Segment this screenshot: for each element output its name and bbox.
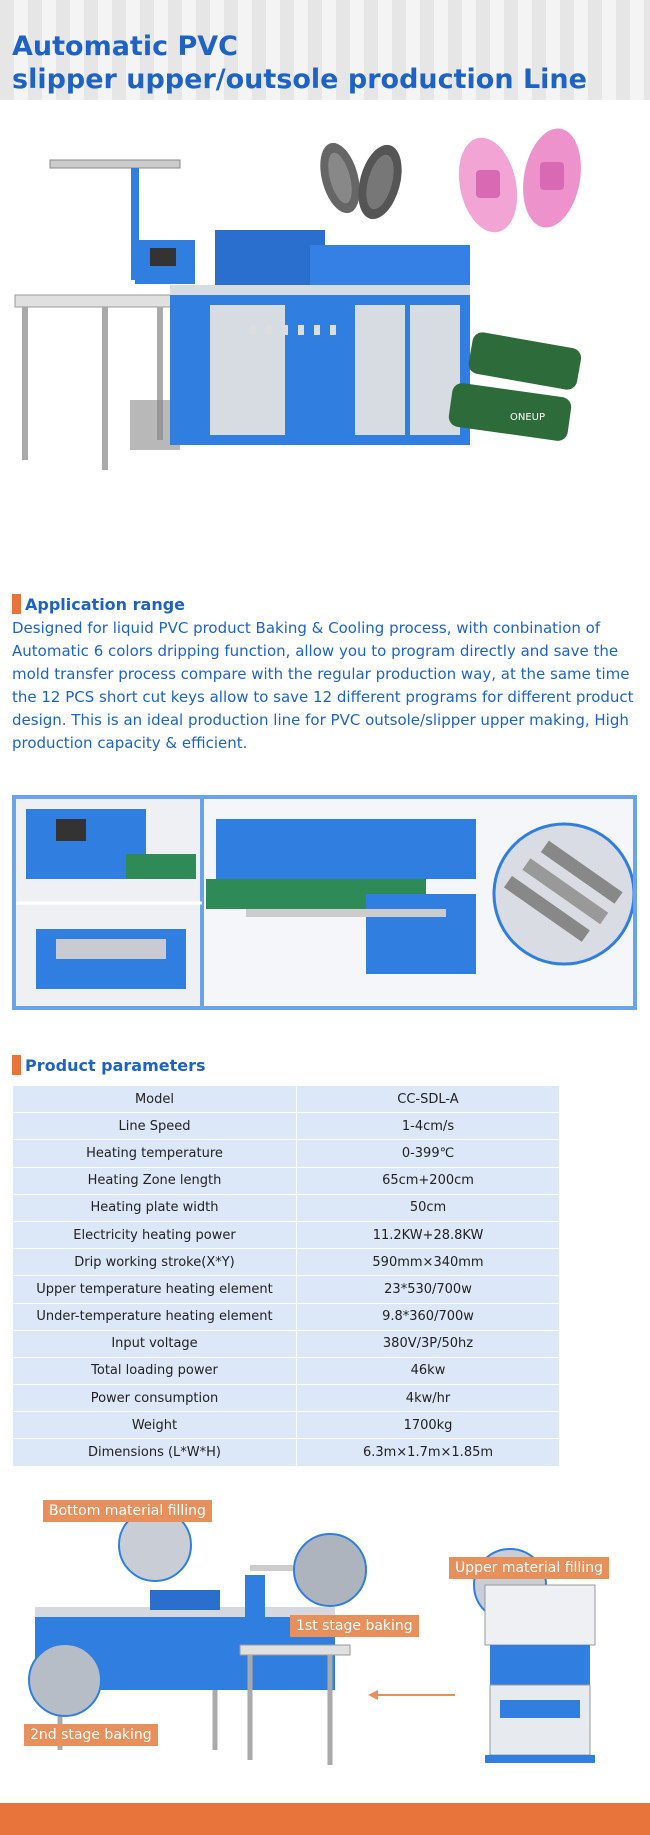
param-label: Upper temperature heating element bbox=[13, 1276, 297, 1303]
pink-upper-image bbox=[451, 124, 589, 238]
param-value: 9.8*360/700w bbox=[297, 1303, 560, 1330]
table-row bbox=[13, 1385, 560, 1412]
param-value: 0-399℃ bbox=[297, 1140, 560, 1167]
table-row bbox=[13, 1140, 560, 1167]
page-title-line1: Automatic PVC bbox=[12, 31, 238, 62]
table-row bbox=[13, 1330, 560, 1357]
param-label: Model bbox=[13, 1086, 297, 1113]
param-value: 46kw bbox=[297, 1357, 560, 1384]
product-parameters-heading bbox=[12, 1055, 206, 1075]
param-value: 23*530/700w bbox=[297, 1276, 560, 1303]
param-label: Drip working stroke(X*Y) bbox=[13, 1249, 297, 1276]
table-row bbox=[13, 1249, 560, 1276]
label-upper-material-filling: Upper material filling bbox=[449, 1557, 609, 1579]
parameters-table bbox=[12, 1085, 560, 1467]
product-parameters-title: Product parameters bbox=[25, 1055, 206, 1075]
table-row bbox=[13, 1086, 560, 1113]
param-label: Weight bbox=[13, 1412, 297, 1439]
header-banner bbox=[0, 0, 650, 100]
table-row bbox=[13, 1113, 560, 1140]
heading-marker bbox=[12, 1055, 21, 1075]
param-label: Input voltage bbox=[13, 1330, 297, 1357]
table-row bbox=[13, 1194, 560, 1221]
page-title-line2: slipper upper/outsole production Line bbox=[12, 64, 587, 95]
param-label: Electricity heating power bbox=[13, 1221, 297, 1248]
gallery-photos bbox=[16, 799, 633, 1006]
application-range-heading bbox=[12, 594, 185, 614]
table-row bbox=[13, 1412, 560, 1439]
table-row bbox=[13, 1357, 560, 1384]
param-value: CC-SDL-A bbox=[297, 1086, 560, 1113]
param-value: 1700kg bbox=[297, 1412, 560, 1439]
param-label: Heating temperature bbox=[13, 1140, 297, 1167]
footer-bar bbox=[0, 1803, 650, 1835]
param-value: 590mm×340mm bbox=[297, 1249, 560, 1276]
param-value: 50cm bbox=[297, 1194, 560, 1221]
table-row bbox=[13, 1303, 560, 1330]
heading-marker bbox=[12, 594, 21, 614]
grey-sole-image bbox=[313, 139, 409, 224]
param-label: Dimensions (L*W*H) bbox=[13, 1439, 297, 1466]
param-value: 380V/3P/50hz bbox=[297, 1330, 560, 1357]
process-diagram bbox=[0, 1495, 650, 1795]
application-range-title: Application range bbox=[25, 594, 186, 614]
product-logo-text: ONEUP bbox=[510, 412, 546, 423]
table-row bbox=[13, 1276, 560, 1303]
param-value: 11.2KW+28.8KW bbox=[297, 1221, 560, 1248]
param-label: Heating Zone length bbox=[13, 1167, 297, 1194]
param-value: 1-4cm/s bbox=[297, 1113, 560, 1140]
param-label: Under-temperature heating element bbox=[13, 1303, 297, 1330]
param-value: 65cm+200cm bbox=[297, 1167, 560, 1194]
label-second-stage-baking: 2nd stage baking bbox=[24, 1724, 158, 1746]
machine-photo-gallery bbox=[12, 795, 637, 1010]
param-value: 4kw/hr bbox=[297, 1385, 560, 1412]
param-label: Power consumption bbox=[13, 1385, 297, 1412]
label-first-stage-baking: 1st stage baking bbox=[290, 1615, 419, 1637]
param-label: Heating plate width bbox=[13, 1194, 297, 1221]
label-bottom-material-filling: Bottom material filling bbox=[43, 1500, 212, 1522]
machine-illustration bbox=[15, 160, 470, 470]
param-value: 6.3m×1.7m×1.85m bbox=[297, 1439, 560, 1466]
table-row bbox=[13, 1439, 560, 1466]
table-row bbox=[13, 1167, 560, 1194]
param-label: Total loading power bbox=[13, 1357, 297, 1384]
hero-machine-image bbox=[10, 100, 640, 560]
page-title bbox=[12, 30, 587, 96]
param-label: Line Speed bbox=[13, 1113, 297, 1140]
table-row bbox=[13, 1221, 560, 1248]
application-range-text: Designed for liquid PVC product Baking & Cooling process, with conbination of Automatic 6 colors dripping function, allow you to program directly and save the mold transfer process compare with the regular production way, at the same time the 12 PCS short cut keys allow to save 12 different programs for different product design. This is an ideal production line for PVC outsole/slipper upper making, High production capacity & efficient. bbox=[12, 619, 634, 752]
